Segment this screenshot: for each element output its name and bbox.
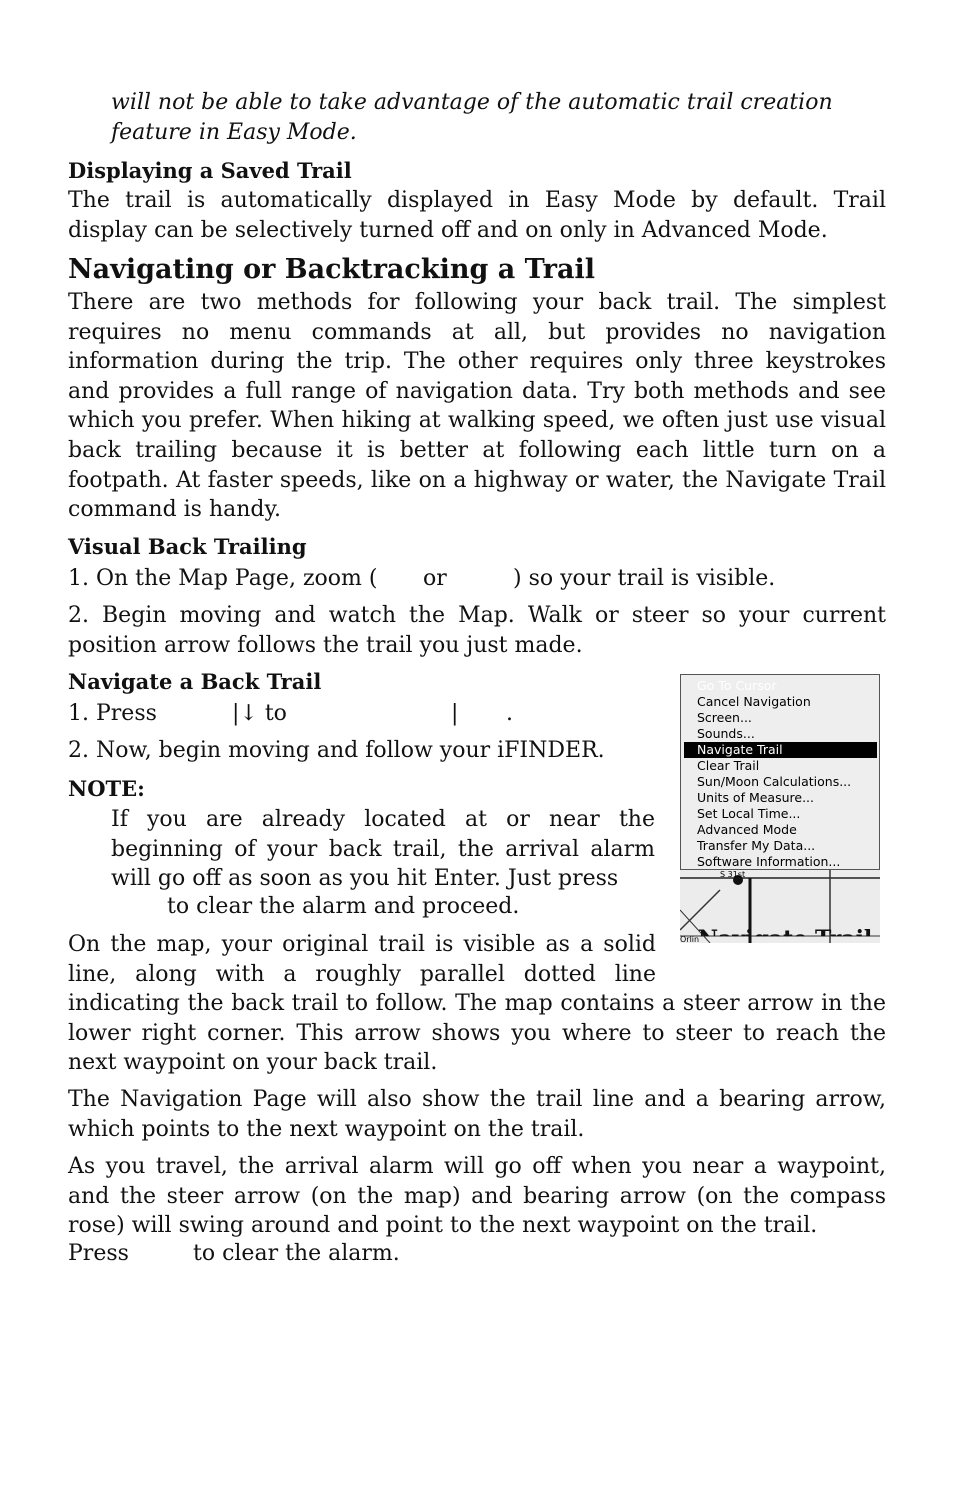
- paragraph-alarm: As you travel, the arrival alarm will go off when you near a waypoint, and the steer arrow (on the map) and bearing arrow (on the compass rose) will swing around and point to the next waypoint on the trail.: [68, 1154, 886, 1239]
- visual-step1-or: or: [423, 566, 447, 591]
- after-note-full: indicating the back trail to follow. The map contains a steer arrow in the lower right corner. This arrow shows you where to steer to reach the next waypoint on your back trail.: [68, 991, 886, 1076]
- map-street-label: S 31st: [720, 870, 746, 879]
- heading-navigating-backtracking: Navigating or Backtracking a Trail: [68, 254, 595, 285]
- navback-step1: [68, 701, 656, 731]
- device-screenshot: [680, 674, 880, 943]
- intro-italic-line2: feature in Easy Mode.: [111, 120, 357, 145]
- menu-item[interactable]: Set Local Time...: [697, 806, 801, 821]
- heading-navigate-back-trail: Navigate a Back Trail: [68, 669, 322, 694]
- menu-item[interactable]: Clear Trail: [697, 758, 760, 773]
- menu-item[interactable]: Advanced Mode: [697, 822, 797, 837]
- menu-item[interactable]: Screen...: [697, 710, 752, 725]
- menu-item[interactable]: Transfer My Data...: [697, 838, 816, 853]
- visual-step1: [68, 566, 886, 596]
- menu-item[interactable]: Go To Cursor: [697, 678, 777, 693]
- navback-step1-press: 1. Press: [68, 701, 157, 726]
- menu-item[interactable]: Navigate Trail: [684, 742, 877, 758]
- navback-step1-bar: |: [451, 701, 459, 726]
- visual-step1-b: ) so your trail is visible.: [513, 566, 776, 591]
- note-tail: to clear the alarm and proceed.: [167, 894, 520, 919]
- paragraph-navigating: There are two methods for following your back trail. The simplest requires no menu commands at all, but provides no navigation information during the trip. The other requires only three keystrokes and provides a full range of navigation data. Try both methods and see which you prefer. When hiking at walking speed, we often just use visual back trailing because it is better at following each little turn on a footpath. At faster speeds, like on a highway or water, the Navigate Trail command is handy.: [68, 290, 886, 523]
- intro-italic-line1: will not be able to take advantage of the automatic trail creation: [111, 90, 833, 115]
- navback-step1-dot: .: [506, 701, 513, 726]
- alarm-press: Press: [68, 1241, 129, 1266]
- alarm-tail: to clear the alarm.: [193, 1241, 400, 1266]
- navback-step2: 2. Now, begin moving and follow your iFINDER.: [68, 738, 605, 763]
- note-label: NOTE:: [68, 776, 145, 801]
- heading-visual-back-trailing: Visual Back Trailing: [68, 534, 307, 559]
- paragraph-navigation-page: The Navigation Page will also show the trail line and a bearing arrow, which points to the next waypoint on the trail.: [68, 1087, 886, 1142]
- menu-item[interactable]: Software Information...: [697, 854, 841, 869]
- menu-item[interactable]: Cancel Navigation: [697, 694, 811, 709]
- visual-step2: 2. Begin moving and watch the Map. Walk or steer so your current position arrow follows the trail you just made.: [68, 603, 886, 658]
- map-small-label: Orlin: [680, 935, 700, 943]
- menu-item[interactable]: Units of Measure...: [697, 790, 814, 805]
- device-menu: [680, 674, 880, 870]
- menu-item[interactable]: Sounds...: [697, 726, 755, 741]
- heading-displaying-saved-trail: Displaying a Saved Trail: [68, 158, 352, 183]
- after-note-narrow: On the map, your original trail is visible as a solid line, along with a roughly parallel dotted line: [68, 932, 656, 987]
- navback-step1-sep: |↓ to: [232, 701, 287, 726]
- menu-item[interactable]: Sun/Moon Calculations...: [697, 774, 852, 789]
- note-body: If you are already located at or near the beginning of your back trail, the arrival alarm will go off as soon as you hit Enter. Just press: [111, 807, 655, 892]
- visual-step1-a: 1. On the Map Page, zoom (: [68, 566, 378, 591]
- paragraph-displaying: The trail is automatically displayed in Easy Mode by default. Trail display can be selectively turned off and on only in Advanced Mode.: [68, 188, 886, 243]
